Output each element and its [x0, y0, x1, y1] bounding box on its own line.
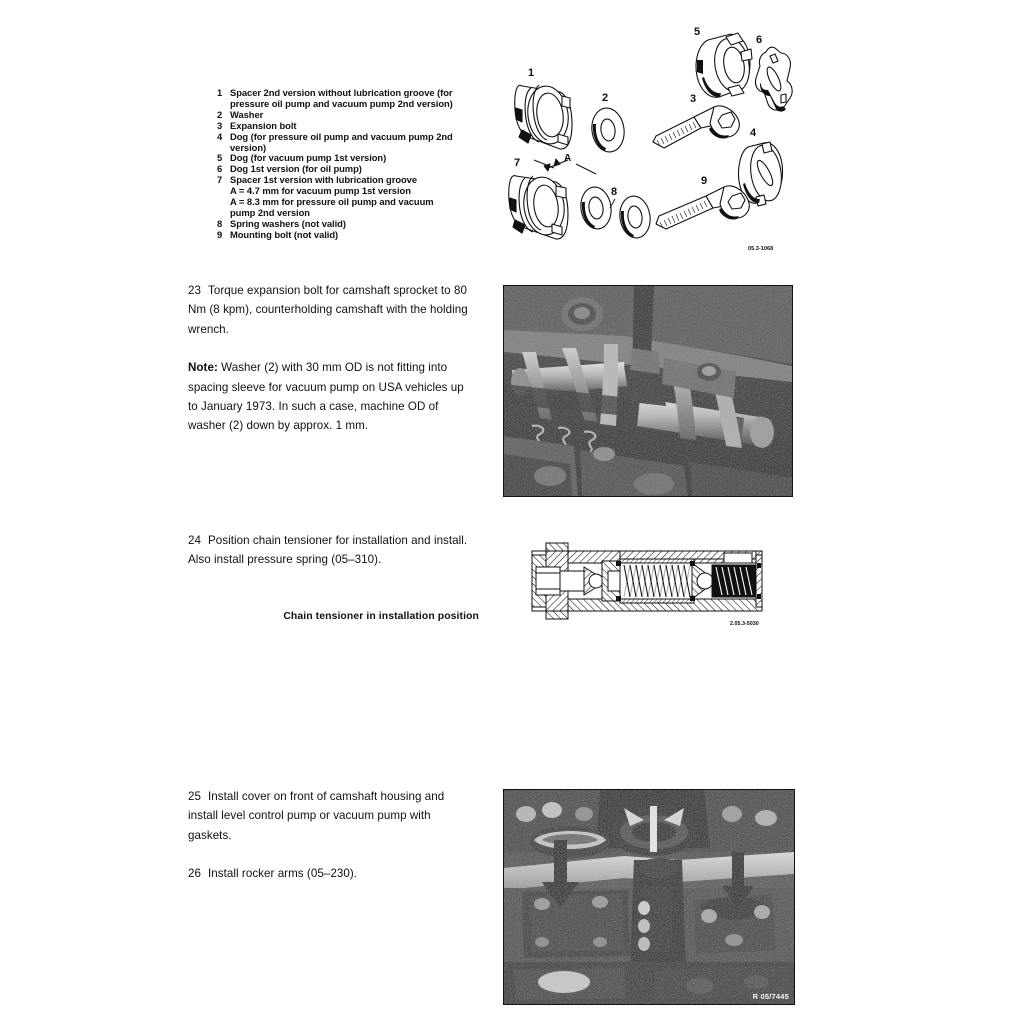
step-26-body: 26 Install rocker arms (05–230). — [188, 867, 358, 881]
legend-item-number: 9 — [217, 228, 223, 240]
step-24-text — [188, 531, 476, 570]
step-26-number: 26 — [188, 867, 201, 881]
camshaft-rocker-photo — [503, 285, 793, 497]
legend-item-number: 7 — [217, 174, 223, 186]
callout-8: 8 — [611, 186, 618, 198]
legend-item-label: Dog 1st version (for oil pump) — [230, 163, 362, 175]
legend-item-label: Mounting bolt (not valid) — [230, 228, 339, 240]
callout-4: 4 — [750, 127, 757, 139]
camshaft-rocker-photo-svg — [504, 286, 792, 496]
legend-item — [217, 121, 485, 132]
legend-item-label: Washer — [230, 108, 264, 120]
chain-tensioner-section-diagram — [524, 533, 780, 629]
legend-item-continuation: pump 2nd version — [230, 206, 310, 218]
step-25-number: 25 — [188, 790, 201, 803]
note-label: Note: — [188, 361, 218, 375]
step-23-note: Note: Washer (2) with 30 mm OD is not fitting into spacing sleeve for vacuum pump on USA vehicles up to January 1973. In such a case, machine OD of washer (2) down by approx. 1 mm. — [188, 361, 464, 433]
callout-6: 6 — [756, 34, 763, 46]
callout-5: 5 — [694, 26, 701, 38]
legend-item-label: Dog (for pressure oil pump and vacuum pump 2nd — [230, 130, 453, 142]
legend-item-continuation: A = 4.7 mm for vacuum pump 1st version — [230, 185, 411, 197]
chain-tensioner-svg — [524, 533, 780, 629]
photo-frame — [503, 285, 793, 497]
step-25-body: 25 Install cover on front of camshaft housing and install level control pump or vacuum pump with gaskets. — [188, 790, 445, 842]
legend-item-number: 3 — [217, 119, 223, 131]
part-6-dog-oil-pump — [755, 47, 792, 111]
legend-item-continuation: pressure oil pump and vacuum pump 2nd version) — [230, 97, 453, 109]
legend-item-label: Dog (for vacuum pump 1st version) — [230, 152, 387, 164]
legend-item-number: 2 — [217, 108, 223, 120]
figure-reference-exploded: 05.3-1068 — [748, 246, 774, 252]
photo-frame — [503, 789, 795, 1005]
legend-item-label: Spacer 2nd version without lubrication groove (for — [230, 87, 453, 98]
callout-7: 7 — [514, 157, 521, 169]
part-7-spacer-1st — [509, 174, 568, 239]
step-25-26-text — [188, 787, 476, 884]
legend-item-label: Expansion bolt — [230, 119, 297, 131]
legend-item-number: 1 — [217, 87, 223, 98]
chain-tensioner-caption: Chain tensioner in installation position — [283, 611, 479, 622]
legend-item-number: 4 — [217, 130, 223, 142]
legend-item-continuation: A = 8.3 mm for pressure oil pump and vacuum — [230, 196, 434, 208]
legend-item-continuation: version) — [230, 141, 267, 153]
callout-3: 3 — [690, 93, 697, 105]
exploded-parts-diagram — [498, 18, 798, 268]
step-23-number: 23 — [188, 284, 201, 297]
part-1-spacer-2nd — [515, 83, 572, 149]
legend-item-label: Spacer 1st version with lubrication groove — [230, 174, 418, 186]
legend-item-number: 6 — [217, 163, 223, 175]
figure-reference-photo25: R 05/7445 — [752, 992, 789, 1001]
part-2-washer — [589, 106, 627, 154]
camshaft-housing-photo-svg — [504, 790, 794, 1004]
legend-item — [217, 132, 485, 143]
figure-reference-tensioner: 2.05.3-5030 — [730, 621, 759, 627]
exploded-view-parts-list — [217, 88, 485, 241]
step-23-body: 23 Torque expansion bolt for camshaft sprocket to 80 Nm (8 kpm), counterholding camshaft with the holding wrench. — [188, 284, 468, 336]
step-23-text — [188, 281, 476, 436]
callout-2: 2 — [602, 92, 609, 104]
part-3-expansion-bolt — [653, 106, 739, 148]
legend-item — [217, 230, 485, 241]
dimension-label-a: A — [564, 153, 572, 164]
callout-9: 9 — [701, 175, 708, 187]
part-9-mounting-bolt — [656, 186, 749, 229]
legend-item-number: 5 — [217, 152, 223, 164]
exploded-parts-svg — [498, 18, 798, 268]
camshaft-housing-cover-photo — [503, 789, 795, 1005]
step-24-number: 24 — [188, 534, 201, 547]
callout-1: 1 — [528, 67, 535, 79]
part-5-dog — [696, 33, 753, 97]
step-24-body: 24 Position chain tensioner for installation and install. Also install pressure spring (05–310). — [188, 534, 468, 567]
legend-item-number: 8 — [217, 217, 223, 229]
legend-item-label: Spring washers (not valid) — [230, 217, 346, 229]
